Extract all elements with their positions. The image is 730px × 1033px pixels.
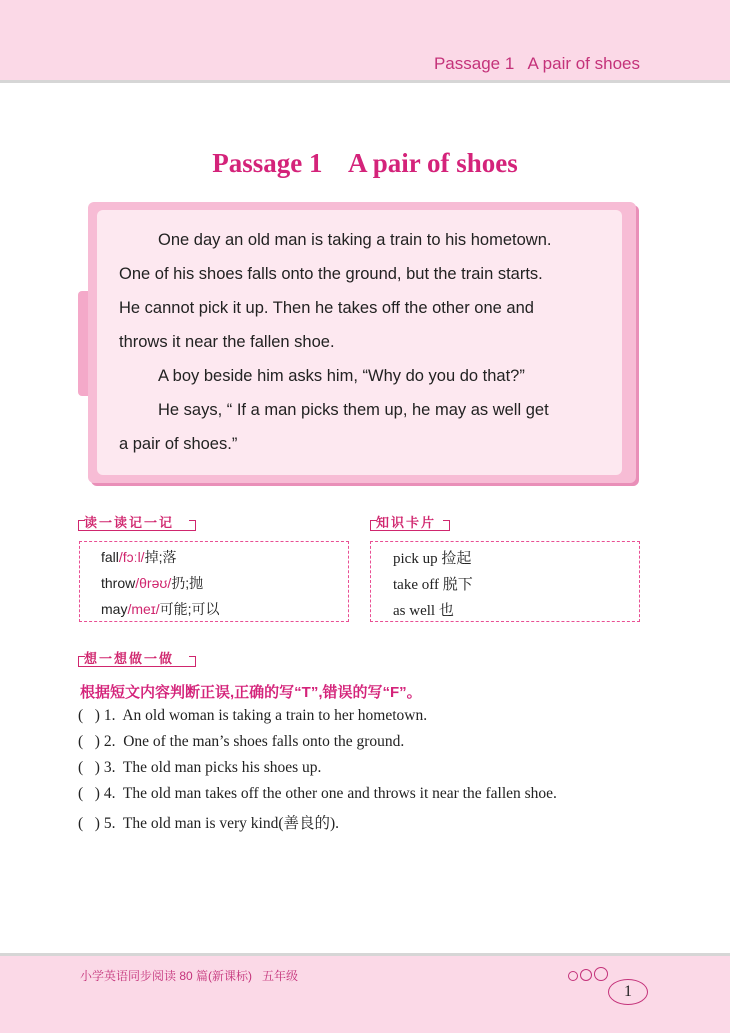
exercise-instruction: 根据短文内容判断正误,正确的写“T”,错误的写“F”。 [80,684,422,701]
knowledge-section-label: 知识卡片 [376,515,437,530]
question-item: ( ) 3. The old man picks his shoes up. [78,759,322,776]
phrase-item: take off 脱下 [393,577,473,593]
vocab-word: throw [101,575,136,591]
vocab-meaning: 可能;可以 [159,601,220,617]
story-line: a pair of shoes.” [119,435,238,453]
read-section-label: 读一读记一记 [84,515,175,530]
vocab-item [101,599,220,619]
decor-circle-icon [568,971,578,981]
question-item: ( ) 4. The old man takes off the other one and throws it near the fallen shoe. [78,785,557,802]
story-line: One day an old man is taking a train to his hometown. [158,231,552,249]
vocab-ipa: /meɪ/ [127,601,160,617]
vocab-item [101,547,176,567]
story-line: He says, “ If a man picks them up, he may as well get [158,401,549,419]
story-line: A boy beside him asks him, “Why do you do that?” [158,367,525,385]
decor-circle-icon [594,967,608,981]
footer-book-title: 小学英语同步阅读 80 篇(新课标) 五年级 [80,969,299,983]
vocab-ipa: /fɔːl/ [118,549,145,565]
read-section-bracket [78,530,196,531]
page-number: 1 [608,979,648,1005]
page-title: Passage 1 A pair of shoes [212,148,518,178]
question-item: ( ) 2. One of the man’s shoes falls onto the ground. [78,733,405,750]
vocab-item [101,573,203,593]
vocab-word: may [101,601,128,617]
running-header-title: Passage 1 A pair of shoes [433,54,640,73]
question-item: ( ) 5. The old man is very kind(善良的). [78,815,340,832]
story-line: One of his shoes falls onto the ground, but the train starts. [119,265,543,283]
vocab-meaning: 扔;抛 [171,575,204,591]
story-line: He cannot pick it up. Then he takes off the other one and [119,299,534,317]
vocab-word: fall [101,549,119,565]
header-divider [0,80,730,83]
phrase-item: pick up 捡起 [393,551,472,567]
question-item: ( ) 1. An old woman is taking a train to her hometown. [78,707,428,724]
vocab-meaning: 掉;落 [144,549,177,565]
knowledge-section-bracket [370,530,450,531]
vocab-ipa: /θrəʊ/ [135,575,172,591]
story-line: throws it near the fallen shoe. [119,333,335,351]
think-section-label: 想一想做一做 [84,651,175,666]
decor-circle-icon [580,969,592,981]
phrase-item: as well 也 [393,603,454,619]
think-section-bracket [78,666,196,667]
